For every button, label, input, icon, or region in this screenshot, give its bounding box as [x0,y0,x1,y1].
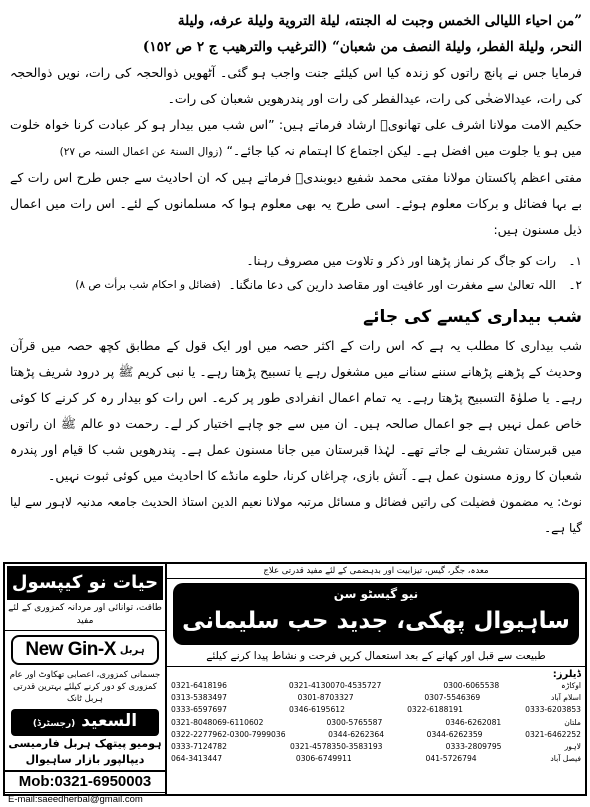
dealer-phone: 0300-6065538 [443,681,500,690]
thanvi-quote-text: حکیم الامت مولانا اشرف علی تھانویؒ ارشاد فرماتے ہیں: ”اس شب میں بیدار ہو کر عبادت کرنا خواہ خلوت میں ہو یا جلوت میں افضل ہے۔ لیکن اجتماع کا اہتمام نہ کیا جائے۔“ [10,117,582,158]
dealer-phone: 0344-6262359 [426,729,483,739]
dealer-row [171,729,581,741]
list-item-reference: (فضائل و احکام شب برأت ص ٨) [75,279,221,291]
dealer-phone: 0306-6749911 [295,754,352,764]
dealer-phone: 0313-5383497 [171,693,227,703]
dealer-phone: 0321-6462252 [525,729,581,739]
list-item-text: اللہ تعالیٰ سے مغفرت اور عافیت اور مقاصد دارین کی دعا مانگنا۔ [228,278,556,292]
ad-company-type: ہومیو پیتھک ہربل فارمیسی [8,737,162,750]
arabic-hadith-line-2: النحر، وليلة الفطر، وليلة النصف من شعبان“ (الترغيب والترهيب ج ٢ ص ١٥٢) [142,39,582,55]
ad-slogan: طبیعت سے قبل اور کھانے کے بعد استعمال کریں فرحت و نشاط پیدا کرنے کیلئے [167,649,585,667]
ad-mobile-number: Mob:0321-6950003 [5,770,165,793]
paragraph-five-nights: فرمایا جس نے پانچ راتوں کو زندہ کیا اس کیلئے جنت واجب ہو گئی۔ آٹھویں ذوالحجہ کی رات، نویں ذوالحجہ کی رات، عیدالاضحٰی کی رات، عیدالفطر کی رات اور پندرھویں شعبان کی رات۔ [10,65,582,106]
company-registered-tag: (رجسٹرڈ) [32,719,76,729]
dealer-phone: 0333-7124782 [171,742,227,752]
dealer-city: ملتان [564,717,581,727]
dealer-phone: 0301-8703327 [297,693,354,703]
list-item-number: ٢۔ [568,278,582,292]
dealer-phone: 0333-6203853 [525,705,581,715]
dealer-row [171,704,581,716]
dealer-phone: 0346-6195612 [289,705,345,715]
section-heading: شب بیداری کیسے کی جائے [363,307,582,327]
ad-product-tag: ہربل [119,644,145,656]
dealer-phone: 0344-6262364 [328,729,385,739]
dealer-phone: 0322-6188191 [407,705,463,715]
dealer-phone: 041-5726794 [425,754,477,764]
ad-al-saeed-herbal [5,564,167,805]
list-item-text: رات کو جاگ کر نماز پڑھنا اور ذکر و تلاوت میں مصروف رہنا۔ [246,254,556,268]
dealer-row [171,753,581,765]
dealer-phone: 0321-8048069-6110602 [171,717,264,727]
ad-gastosun [167,564,585,794]
dealer-phone: 0322-2277962-0300-7999036 [171,729,286,739]
ad-banner-product: نیو گیسٹو سن [333,587,419,601]
company-name-text: السعید [81,711,138,731]
dealer-phone: 0321-6418196 [171,681,227,690]
dealer-city: اسلام آباد [550,693,581,703]
sunnah-acts-list [10,249,582,297]
ad-company-name [11,709,159,736]
dealers-label: ڈیلرز: [552,669,581,680]
dealer-city: اوکاڑہ [561,681,581,690]
arabic-hadith-line-1: ”من احياء الليالى الخمس وجبت له الجنته، ليلة التروية وليلة عرفه، وليلة [177,13,582,29]
article [10,8,582,568]
ad-email: E-mail:saeedherbal@gmail.com [8,794,143,805]
dealer-city: لاہور [564,742,581,752]
dealer-phone: 0307-5546369 [424,693,481,703]
paragraph-thanvi-quote [10,112,582,165]
dealer-city: فیصل آباد [550,754,581,764]
ad-product-name: New Gin-X [25,639,116,660]
ad-product-description: جسمانی کمزوری، اعصابی تھکاوٹ اور عام کمزوری کو دور کرنے کیلئے بہترین قدرتی ہربل ٹانک [9,670,161,704]
list-item [10,273,582,297]
ad-banner [173,583,579,645]
ad-banner-title: ساہیوال پھکی، جدید حب سلیمانی [182,608,570,634]
source-note: نوٹ: یہ مضمون فضیلت کی راتیں فضائل و مسائل مرتبہ مولانا نعیم الدین استاذ الحدیث جامعہ مدنیہ لاہور سے لیا گیا ہے۔ [10,495,582,535]
dealers-list [167,667,585,767]
dealer-phone: 064-3413447 [171,754,223,764]
list-item [10,249,582,273]
advertisement-block [3,562,587,805]
dealer-phone: 0346-6262081 [445,717,502,727]
dealer-row [171,692,581,704]
dealer-row [171,741,581,753]
dealer-row [171,717,581,729]
paragraph-night-vigil: شب بیداری کا مطلب یہ ہے کہ اس رات کے اکثر حصہ میں اور ایک قول کے مطابق کچھ حصہ میں قرآن وحدیث کے پڑھنے پڑھانے سننے سنانے میں مشغول رہے یا تسبیح پڑھتا رہے۔ یا نبی کریم ﷺ پر درود شریف پڑھتا رہے۔ یا صلوٰۃ التسبیح پڑھتا رہے۔ یہ تمام اعمال انفرادی طور پر کرے۔ اس رات کو بیدار رہ کر کرنے کا کوئی خاص عمل نہیں ہے جو اعمال صالحہ ہیں۔ ان میں سے جو چاہے اختیار کر لے۔ رحمت دو عالم ﷺ ان راتوں میں قبرستان تشریف لے جاتے تھے۔ لہٰذا قبرستان میں جانا مسنون عمل ہے۔ پندرھویں شب کا قیام اور پندرہ شعبان کا روزہ مسنون عمل ہے۔ آتش بازی، چراغاں کرنا، حلوے مانڈے کا احادیث میں کوئی ثبوت نہیں۔ [10,338,582,483]
dealer-phone: 0333-2809795 [445,742,502,752]
ad-brand-hayat-nau: حیات نو کیپسول [7,566,163,600]
dealer-phone: 0321-4578350-3583193 [290,742,383,752]
ad-company-address: دیپالپور بازار ساہیوال [25,753,145,766]
ad-product-box [11,635,159,665]
list-item-number: ١۔ [568,254,582,268]
dealer-row [171,680,581,692]
ad-top-strip: معدہ، جگر، گیس، تیزابیت اور بدہضمی کے لئے مفید قدرتی علاج [167,564,585,579]
ad-brand-subtitle: طاقت، توانائی اور مردانہ کمزوری کے لئے مفید [5,600,165,631]
dealer-phone: 0321-4130070-4535727 [288,681,382,690]
dealer-phone: 0333-6597697 [171,705,227,715]
dealer-phone: 0300-5765587 [326,717,383,727]
thanvi-quote-reference: (زوال السنۃ عن اعمال السنہ ص ۲۷) [59,146,223,158]
paragraph-mufti-shafi: مفتی اعظم پاکستان مولانا مفتی محمد شفیع دیوبندیؒ فرماتے ہیں کہ ان احادیث سے جس طرح اس رات کے بے بہا فضائل و برکات معلوم ہوئے۔ اسی طرح یہ بھی معلوم ہوا کہ مسلمانوں کے لئے۔ اس رات میں اعمال ذیل مسنون ہیں: [10,170,582,237]
